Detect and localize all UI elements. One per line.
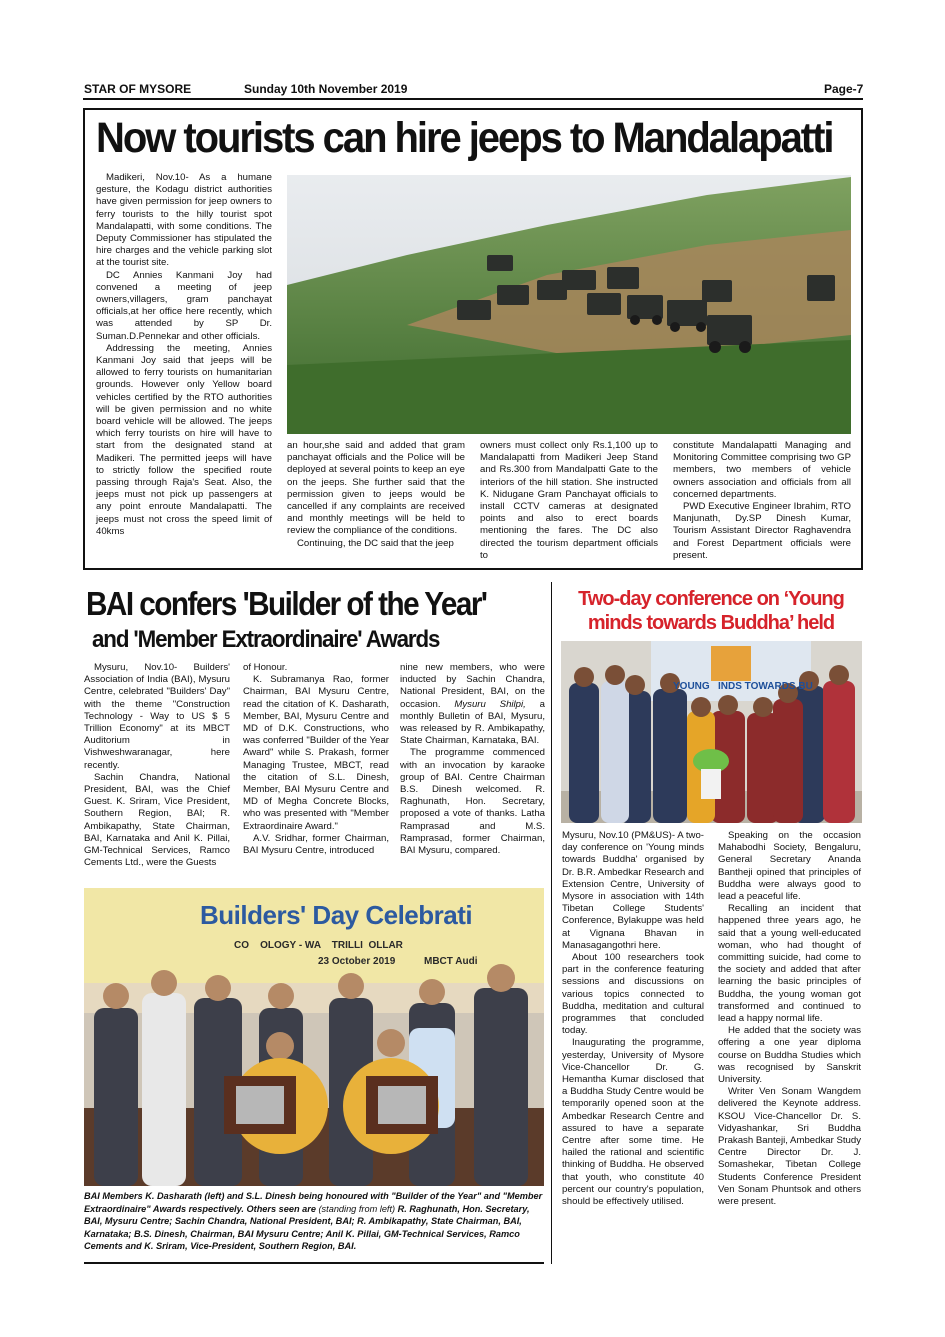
- story2-banner-date: 23 October 2019: [318, 956, 396, 967]
- story3-col2-p1: Speaking on the occasion Mahabodhi Society, Bengaluru, General Secretary Ananda Bantheji opined that principles of Buddha were always good to lead a peaceful life.: [718, 830, 861, 903]
- story3-col1-p3: Inaugurating the programme, yesterday, University of Mysore Vice-Chancellor Dr. G. Hemantha Kumar disclosed that a Buddha Study Centre would be temporarily opened soon at the Ambedkar Research Centre and assured to have a separate Centre after some time. He hailed the rational and scientific thinking of Buddha. He observed that youth, who constitute 40 percent our country's population, should be effectively utilised.: [562, 1037, 704, 1208]
- story2-col3-italic: Mysuru Shilpi,: [454, 698, 526, 710]
- story2-banner-venue: MBCT Audi: [424, 956, 478, 967]
- story2-photo-awards: [84, 888, 544, 1186]
- story2-col2: [243, 662, 389, 857]
- story3-col1-p2: About 100 researchers took part in the conference featuring sessions and discussions on various topics connected to Buddha, meditation and cultural programmes that concluded today.: [562, 952, 704, 1037]
- story2-caption: [84, 1190, 544, 1253]
- story1-col3-p1: owners must collect only Rs.1,100 up to Mandalapatti from Madikeri Jeep Stand and Rs.300 from Mandalpatti Gate to the interiors of the hill station. She instructed K. Nidugane Gram Panchayat officials to install CCTV cameras at designated points and also to erect boards mentioning the fares. The DC also directed the tourism department officials to: [480, 440, 658, 561]
- story2-banner-sub: CO OLOGY - WA TRILLI OLLAR: [234, 940, 403, 951]
- story3-col2-p3: He added that the society was offering a one year diploma course on Buddha Studies which was recognised by Sanskrit University.: [718, 1025, 861, 1086]
- story2-bottom-rule: [84, 1262, 544, 1264]
- story1-col1-p2: DC Annies Kanmani Joy had convened a meeting of jeep owners,villagers, gram panchayat officials,at her office here recently, which was attended by SP Dr. Suman.D.Pennekar and other officials.: [96, 269, 272, 342]
- story2-col3-p2: The programme commenced with an invocation by karaoke group of BAI. Centre Chairman B.S. Dinesh welcomed. R. Raghunath, Hon. Secretary, proposed a vote of thanks. Latha Ramprasad and M.S. Ramprasad, former Chairman, BAI Mysuru, compared.: [400, 747, 545, 857]
- story3-col2-p4: Writer Ven Sonam Wangdem delivered the Keynote address. KSOU Vice-Chancellor Dr. S. Vidyashankar, Sri Buddha Prakash Banteji, Ambedkar Study Centre Director Dr. J. Somashekar, Tibetan College Students Conference President Ven Sonam Phuntsok and others were present.: [718, 1086, 861, 1208]
- story1-col2: [287, 440, 465, 550]
- column-divider: [551, 582, 552, 1264]
- masthead-date: Sunday 10th November 2019: [244, 82, 408, 96]
- story1-col4-p2: PWD Executive Engineer Ibrahim, RTO Manjunath, Dy.SP Dinesh Kumar, Tourism Assistant Director Raghavendra and Forest Department officials were present.: [673, 501, 851, 561]
- story2-col1-p2: Sachin Chandra, National President, BAI, was the Chief Guest. K. Sriram, Vice President, Southern Region, BAI; R. Ambikapathy, State Chairman, BAI, Karnataka and Anil K. Pillai, GM-Technical Services, Ramco Cements Ltd., were the Guests: [84, 771, 230, 869]
- story3-headline: Two-day conference on ‘Young minds towards Buddha’ held: [578, 588, 844, 634]
- story1-col3: [480, 440, 658, 562]
- story2-col1-p1: Mysuru, Nov.10- Builders' Association of India (BAI), Mysuru Centre, celebrated "Builders' Day" with the theme "Construction Technology - Way to US $ 5 Trillion Economy" at its MBCT Auditorium in Vishweshwaranagar, here recently.: [84, 662, 230, 771]
- story2-col2-p3: A.V. Sridhar, former Chairman, BAI Mysuru Centre, introduced: [243, 832, 389, 857]
- story2-headline-line2: and 'Member Extraordinaire' Awards: [92, 626, 440, 653]
- story1-col2-p1: an hour,she said and added that gram panchayat officials and the Police will be deployed at several points to keep an eye on the jeeps. She further said that the permission given to jeeps would be cancelled if any complaints are received and monthly meetings will be held to review the compliance of the conditions.: [287, 440, 465, 537]
- story2-col3: [400, 662, 545, 857]
- story2-caption-a: BAI Members K. Dasharath (left) and S.L. Dinesh being honoured with "Builder of the Year" and "Member Extraordinaire" Awards respectively. Others seen are: [84, 1191, 543, 1214]
- story2-caption-normal: (standing from left): [318, 1203, 396, 1214]
- story1-col1-p1: Madikeri, Nov.10- As a humane gesture, the Kodagu district authorities have given permission for jeep owners to ferry tourists to the hilly tourist spot Mandalapatti, with some conditions. The Deputy Commissioner has stipulated the hire charges and the vehicle parking slot at the tourist site.: [96, 172, 272, 269]
- story1-photo-jeeps: [287, 175, 851, 434]
- story1-col2-p2: Continuing, the DC said that the jeep: [297, 537, 454, 549]
- story1-headline: Now tourists can hire jeeps to Mandalapatti: [96, 114, 833, 162]
- story2-col3-text-a: nine new members, who were inducted by Sachin Chandra, National President, BAI, on the occasion.: [400, 662, 545, 710]
- story2-col1: [84, 662, 230, 869]
- story2-col3-p1: [400, 662, 545, 747]
- story3-col1: [562, 830, 704, 1208]
- masthead-page: Page-7: [824, 82, 864, 96]
- story1-col4-p1: constitute Mandalapatti Managing and Monitoring Committee comprising two GP members, two members of vehicle owners association and officials from all concerned departments.: [673, 440, 851, 500]
- story1-col1: [96, 172, 272, 538]
- story2-col3-text-b: a monthly Bulletin of BAI, Mysuru, was released by R. Ambikapathy, State Chairman, Karnataka, BAI.: [400, 698, 545, 747]
- story2-caption-b: R. Raghunath, Hon. Secretary, BAI, Mysuru Centre; Sachin Chandra, National President, BAI; R. Ambikapathy, State Chairman, BAI, Karnataka; B.S. Dinesh, Chairman, BAI Mysuru Centre; Anil K. Pillai, GM-Technical Services, Ramco Cements and K. Sriram, Vice-President, Southern Region, BAI.: [84, 1203, 530, 1252]
- story2-col2-p1: of Honour.: [243, 662, 288, 673]
- story2-headline-line1: BAI confers 'Builder of the Year': [86, 585, 487, 622]
- masthead-rule: [83, 98, 863, 100]
- story2-banner-title: Builders' Day Celebrati: [200, 900, 473, 930]
- story1-col4: [673, 440, 851, 562]
- story3-photo-conference: [561, 641, 862, 823]
- story3-col2: [718, 830, 861, 1208]
- story2-col2-p2: K. Subramanya Rao, former Chairman, BAI Mysuru Centre, read the citation of K. Dasharath, Member, BAI, Mysuru Centre and MD of D.K. Constructions, who was conferred "Builder of the Year Award" while S. Prakash, former Managing Trustee, MBCT, read the citation of S.L. Dinesh, Member, BAI Mysuru Centre and MD of Megha Concrete Blocks, who was presented with "Member Extraordinaire Award.": [243, 674, 389, 832]
- story3-col1-p1: Mysuru, Nov.10 (PM&US)- A two-day conference on 'Young minds towards Buddha' organised by Dr. B.R. Ambedkar Research and Extension Centre, University of Mysore in association with 14th Tibetan College Students' Conference, Bylakuppe was held at Vignana Bhavan in Manasagangothri here.: [562, 830, 704, 951]
- masthead-paper: STAR OF MYSORE: [84, 82, 192, 96]
- story3-banner-text: YOUNG INDS TOWARDS BU: [673, 681, 813, 692]
- story3-col2-p2: Recalling an incident that happened three years ago, he said that a young well-educated woman, who had thought of committing suicide, had come to the society and added that after learning the basic principles of Buddha, the young woman got transformed and continued to lead a happy normal life.: [718, 903, 861, 1025]
- story1-col1-p3: Addressing the meeting, Annies Kanmani Joy said that jeeps will be allowed to ferry tourists on humanitarian grounds. However only Yellow board vehicles certified by the RTO authorities will be given permission and no white board vehicle will be allowed. The jeeps which ferry tourists on hire will have to start from the designated stand at Madikeri. The permitted jeeps will have to strictly follow the specified route passing through Raja's Seat. Also, the jeeps must not pick up passengers at any point enroute Mandalapatti. The jeeps must not cross the speed limit of 40kms: [96, 342, 272, 537]
